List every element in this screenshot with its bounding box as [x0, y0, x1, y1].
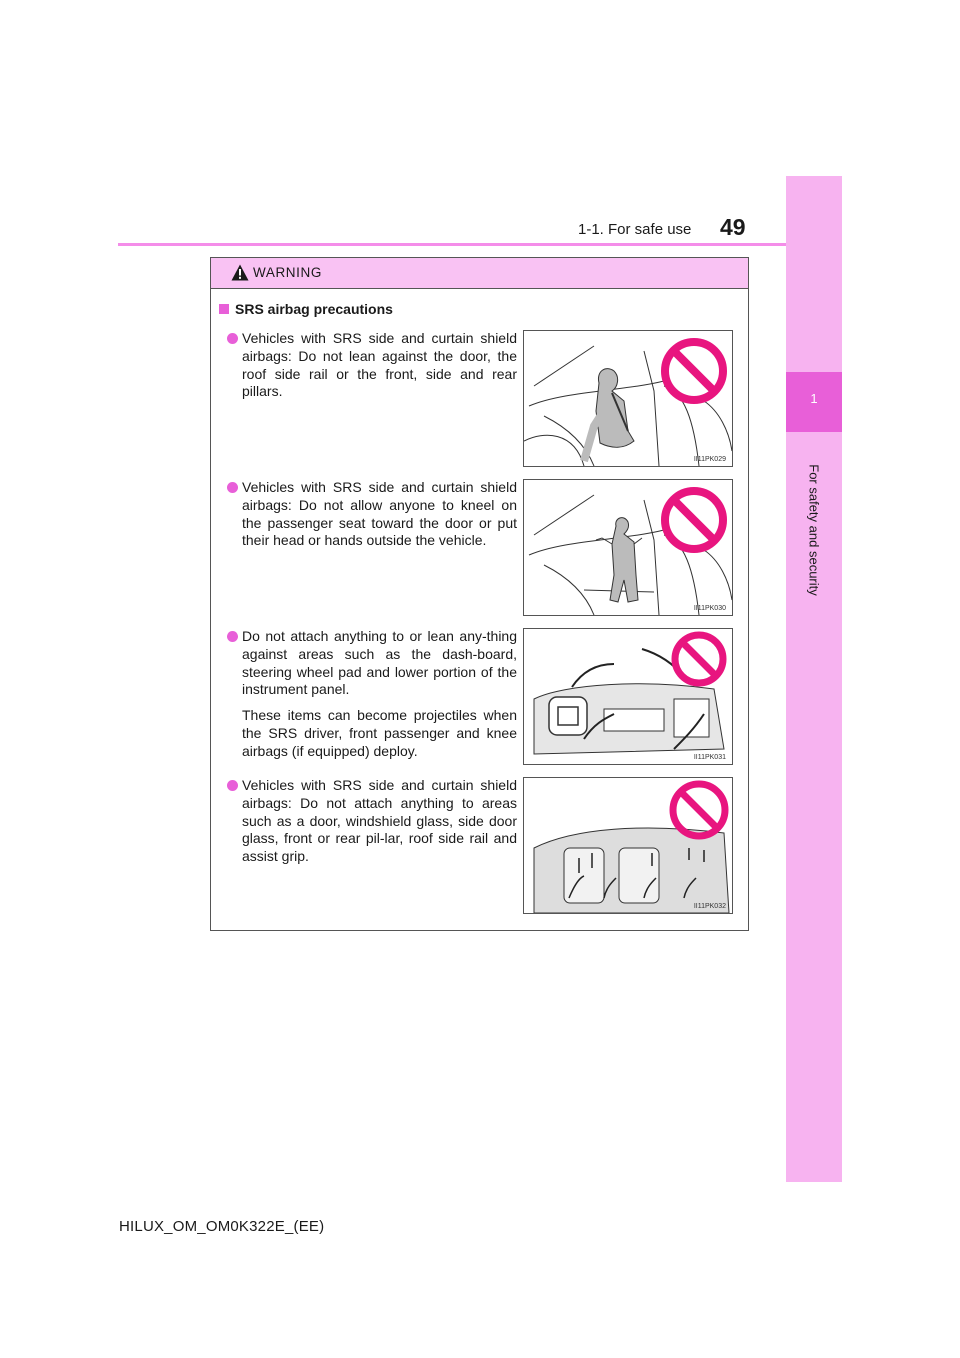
figure-code: II11PK029 — [693, 456, 726, 463]
bullet-dot-icon — [227, 631, 238, 642]
warning-subheading — [219, 301, 393, 317]
bullet-dot-icon — [227, 780, 238, 791]
warning-header — [211, 258, 748, 289]
figure-attach-to-door — [523, 777, 733, 914]
warning-box — [210, 257, 749, 931]
square-bullet-icon — [219, 304, 229, 314]
figure-dashboard-projectiles — [523, 628, 733, 765]
figure-code: II11PK032 — [693, 903, 726, 910]
list-item-text: Vehicles with SRS side and curtain shield airbags: Do not allow anyone to kneel on the passenger seat toward the door or put their head or hands outside the vehicle. — [242, 479, 517, 549]
list-item-text: Vehicles with SRS side and curtain shield airbags: Do not attach anything to areas such as a door, windshield glass, side door glass, front or rear pil-lar, roof side rail and assist grip. — [242, 777, 517, 865]
bullet-dot-icon — [227, 482, 238, 493]
page-number: 49 — [720, 214, 746, 240]
list-item — [227, 628, 517, 761]
header-rule — [118, 243, 786, 246]
list-item — [227, 479, 517, 550]
chapter-number: 1 — [810, 391, 818, 406]
bullet-dot-icon — [227, 333, 238, 344]
warning-triangle-icon — [231, 264, 249, 281]
chapter-label: For safety and security — [806, 464, 822, 596]
chapter-side-tab — [786, 176, 842, 1182]
document-code: HILUX_OM_OM0K322E_(EE) — [119, 1218, 325, 1235]
figure-lean-against-door — [523, 330, 733, 467]
list-item-text: Do not attach anything to or lean any-thing against areas such as the dash-board, steering wheel pad and lower portion of the instrument panel. — [242, 628, 517, 698]
section-title: 1-1. For safe use — [578, 221, 692, 238]
list-item-text: Vehicles with SRS side and curtain shield airbags: Do not lean against the door, the roof side rail or the front, side and rear pillars. — [242, 330, 517, 400]
figure-code: II11PK030 — [693, 605, 726, 612]
list-item-note: These items can become projectiles when the SRS driver, front passenger and knee airbags (if equipped) deploy. — [242, 707, 517, 759]
figure-code: II11PK031 — [693, 754, 726, 761]
list-item — [227, 777, 517, 866]
figure-kneel-on-seat — [523, 479, 733, 616]
list-item — [227, 330, 517, 401]
warning-subheading-text: SRS airbag precautions — [235, 301, 393, 317]
warning-title: WARNING — [253, 265, 322, 280]
